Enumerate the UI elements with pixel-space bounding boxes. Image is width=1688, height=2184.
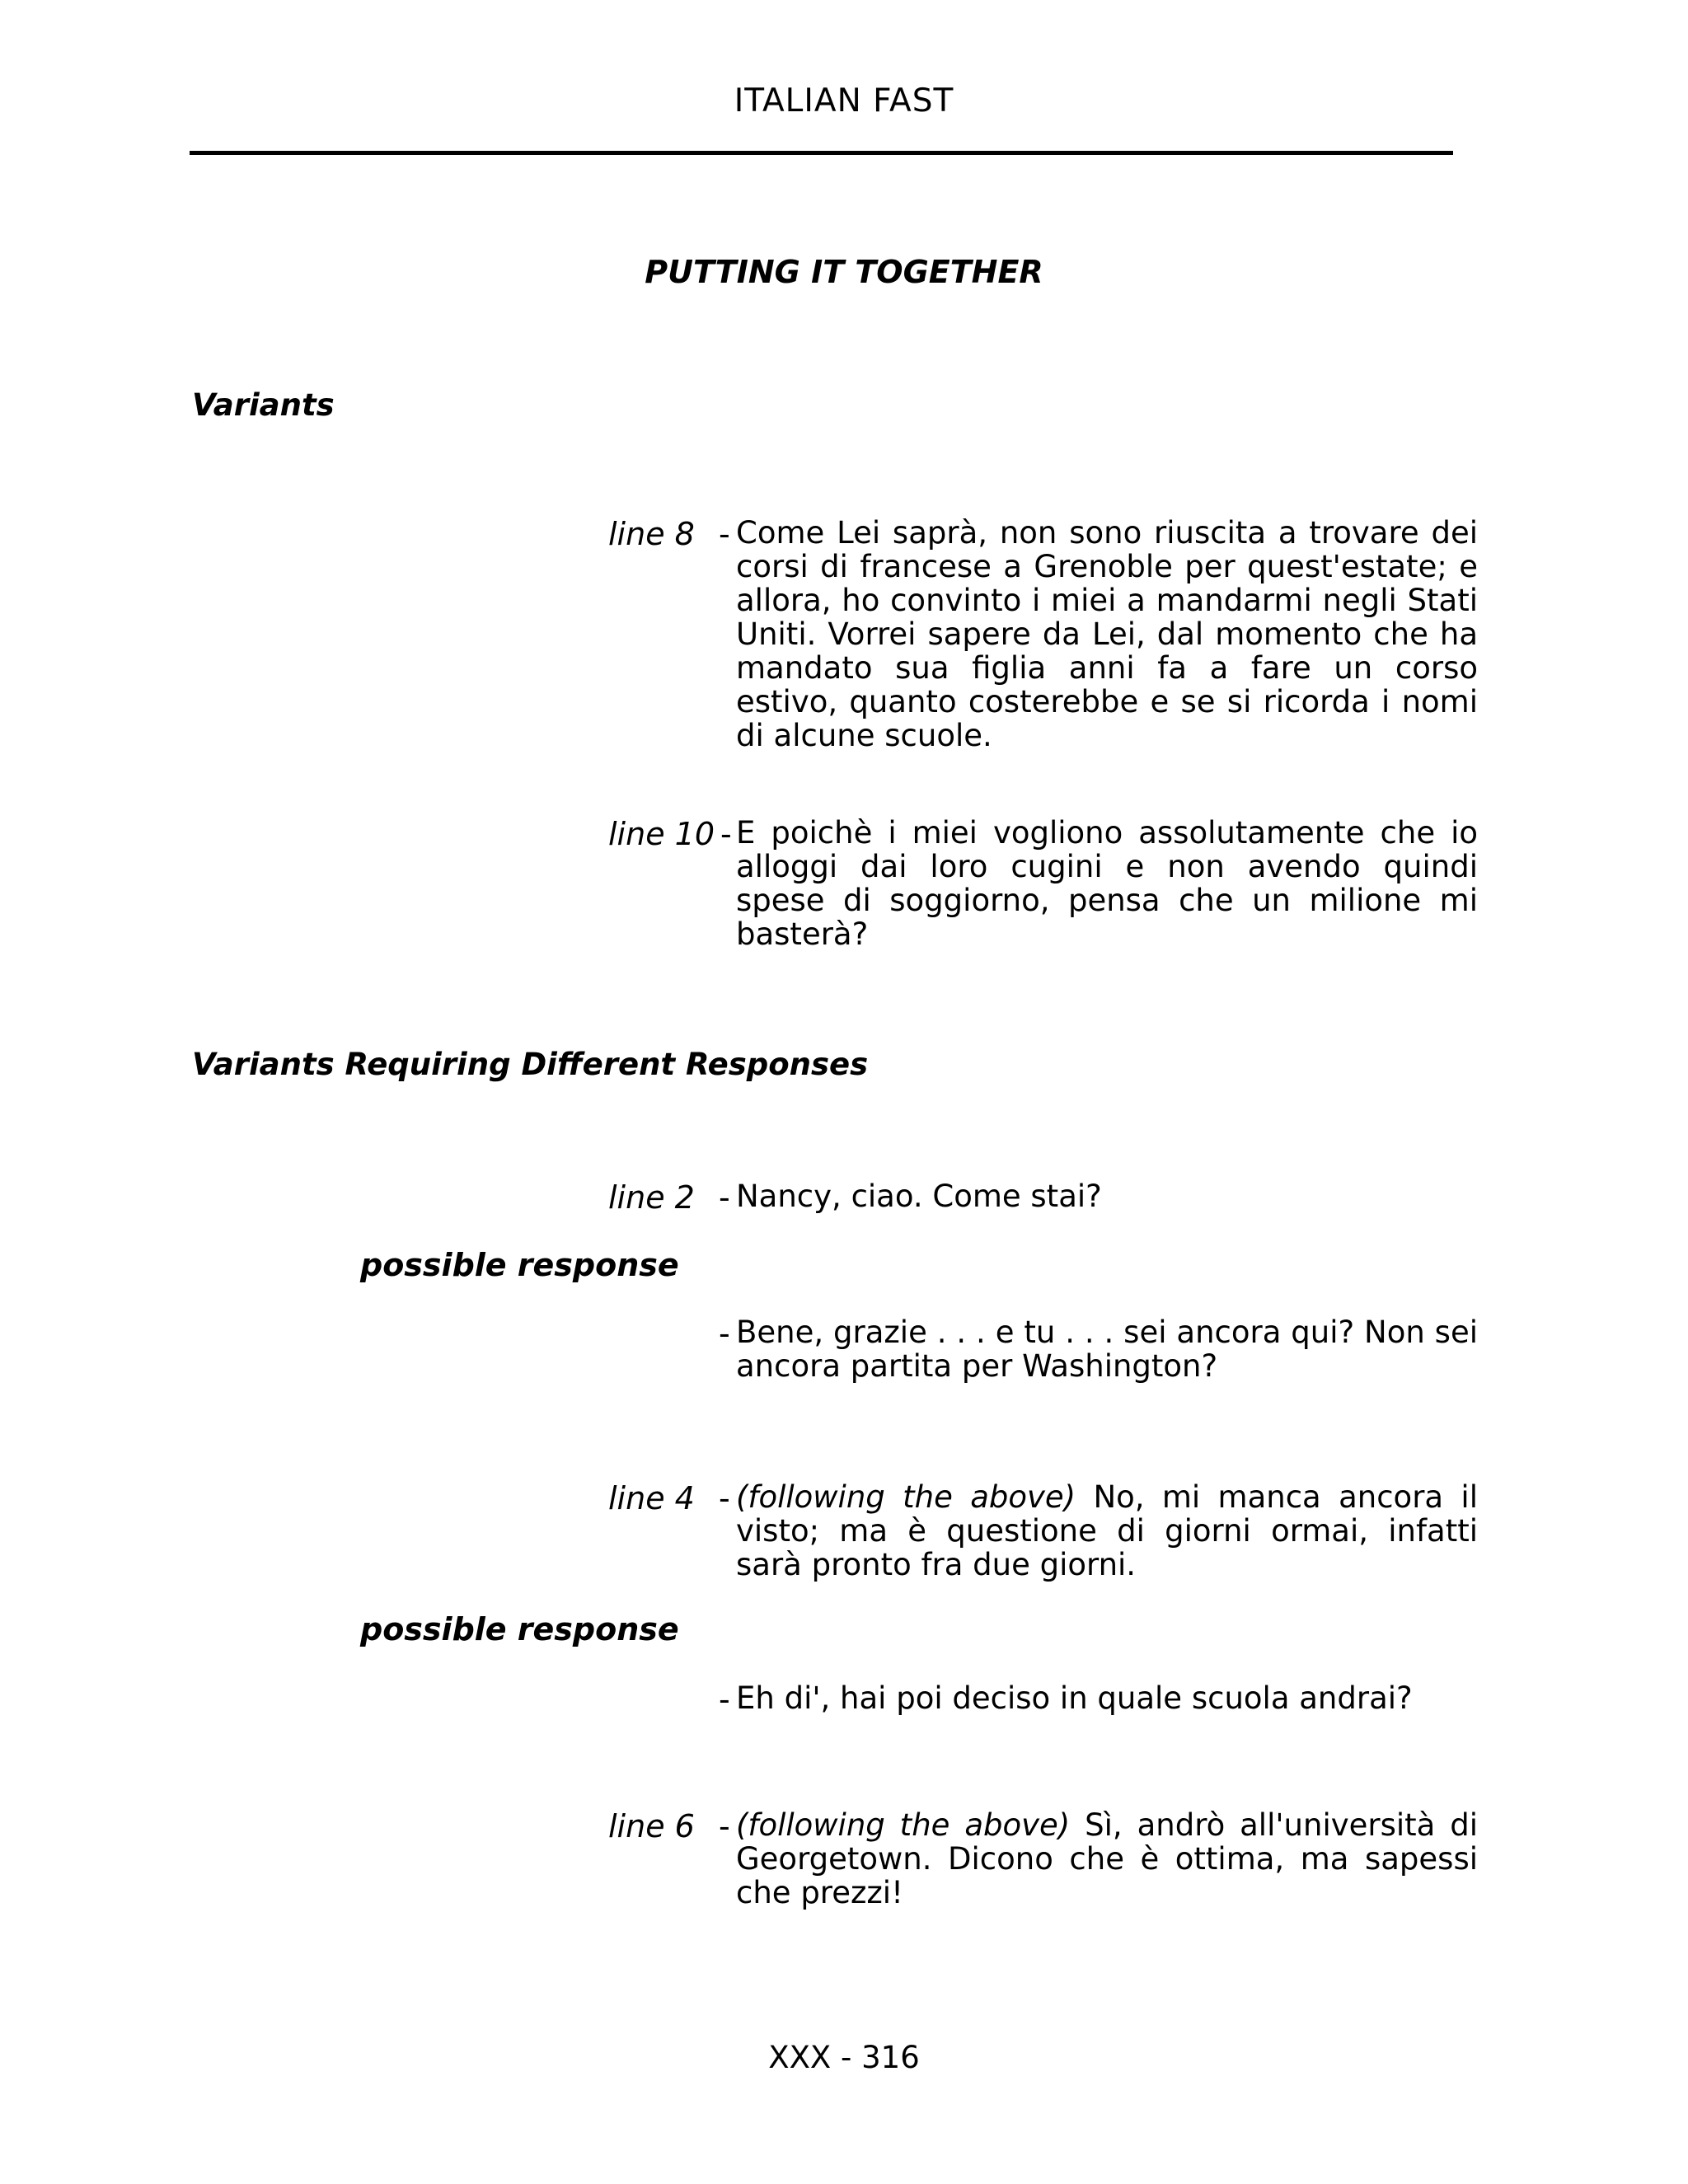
dialogue-line-label: line 6 bbox=[608, 1808, 695, 1844]
page-number: XXX - 316 bbox=[768, 2040, 920, 2075]
variant-text: E poichè i miei vogliono assolutamente che io alloggi dai loro cugini e non avendo quindi spese di soggiorno, pensa che un milione mi basterà? bbox=[736, 815, 1478, 952]
dialogue-text: Nancy, ciao. Come stai? bbox=[736, 1179, 1102, 1214]
dialogue-text bbox=[736, 1808, 1478, 1910]
section-title: PUTTING IT TOGETHER bbox=[645, 254, 1043, 290]
variants-heading: Variants bbox=[192, 387, 335, 423]
variant-dash: - bbox=[719, 516, 730, 552]
stage-note: (following the above) bbox=[736, 1479, 1076, 1515]
dialogue-line-label: line 2 bbox=[608, 1179, 695, 1216]
dialogue-text-body: No, mi manca ancora il visto; ma è questione di giorni ormai, infatti sarà pronto fra due giorni. bbox=[736, 1479, 1478, 1582]
variant-text: Come Lei saprà, non sono riuscita a trovare dei corsi di francese a Grenoble per quest'estate; e allora, ho convinto i miei a mandarmi negli Stati Uniti. Vorrei sapere da Lei, dal momento che ha mandato sua figlia anni fa a fare un corso estivo, quanto costerebbe e se si ricorda i nomi di alcune scuole. bbox=[736, 515, 1478, 753]
variant-line-label: line 8 bbox=[608, 516, 695, 552]
possible-response-label: possible response bbox=[360, 1247, 679, 1283]
dialogue-dash: - bbox=[719, 1179, 730, 1216]
dialogue-text bbox=[736, 1480, 1478, 1582]
dialogue-line-label: line 4 bbox=[608, 1480, 695, 1516]
different-responses-heading: Variants Requiring Different Responses bbox=[192, 1047, 869, 1082]
dialogue-dash: - bbox=[719, 1480, 730, 1516]
response-dash: - bbox=[719, 1315, 730, 1352]
running-head: ITALIAN FAST bbox=[734, 82, 954, 120]
header-rule bbox=[190, 151, 1453, 155]
variant-dash: - bbox=[720, 816, 732, 852]
dialogue-text-body: Sì, andrò all'università di Georgetown. Dicono che è ottima, ma sapessi che prezzi! bbox=[736, 1807, 1479, 1910]
possible-response-label: possible response bbox=[360, 1611, 679, 1647]
response-dash: - bbox=[719, 1681, 730, 1718]
response-text: Bene, grazie . . . e tu . . . sei ancora qui? Non sei ancora partita per Washington? bbox=[736, 1315, 1478, 1384]
dialogue-dash: - bbox=[719, 1808, 730, 1844]
stage-note: (following the above) bbox=[736, 1807, 1071, 1843]
variant-line-label: line 10 bbox=[608, 816, 715, 852]
response-text: Eh di', hai poi deciso in quale scuola andrai? bbox=[736, 1680, 1413, 1716]
